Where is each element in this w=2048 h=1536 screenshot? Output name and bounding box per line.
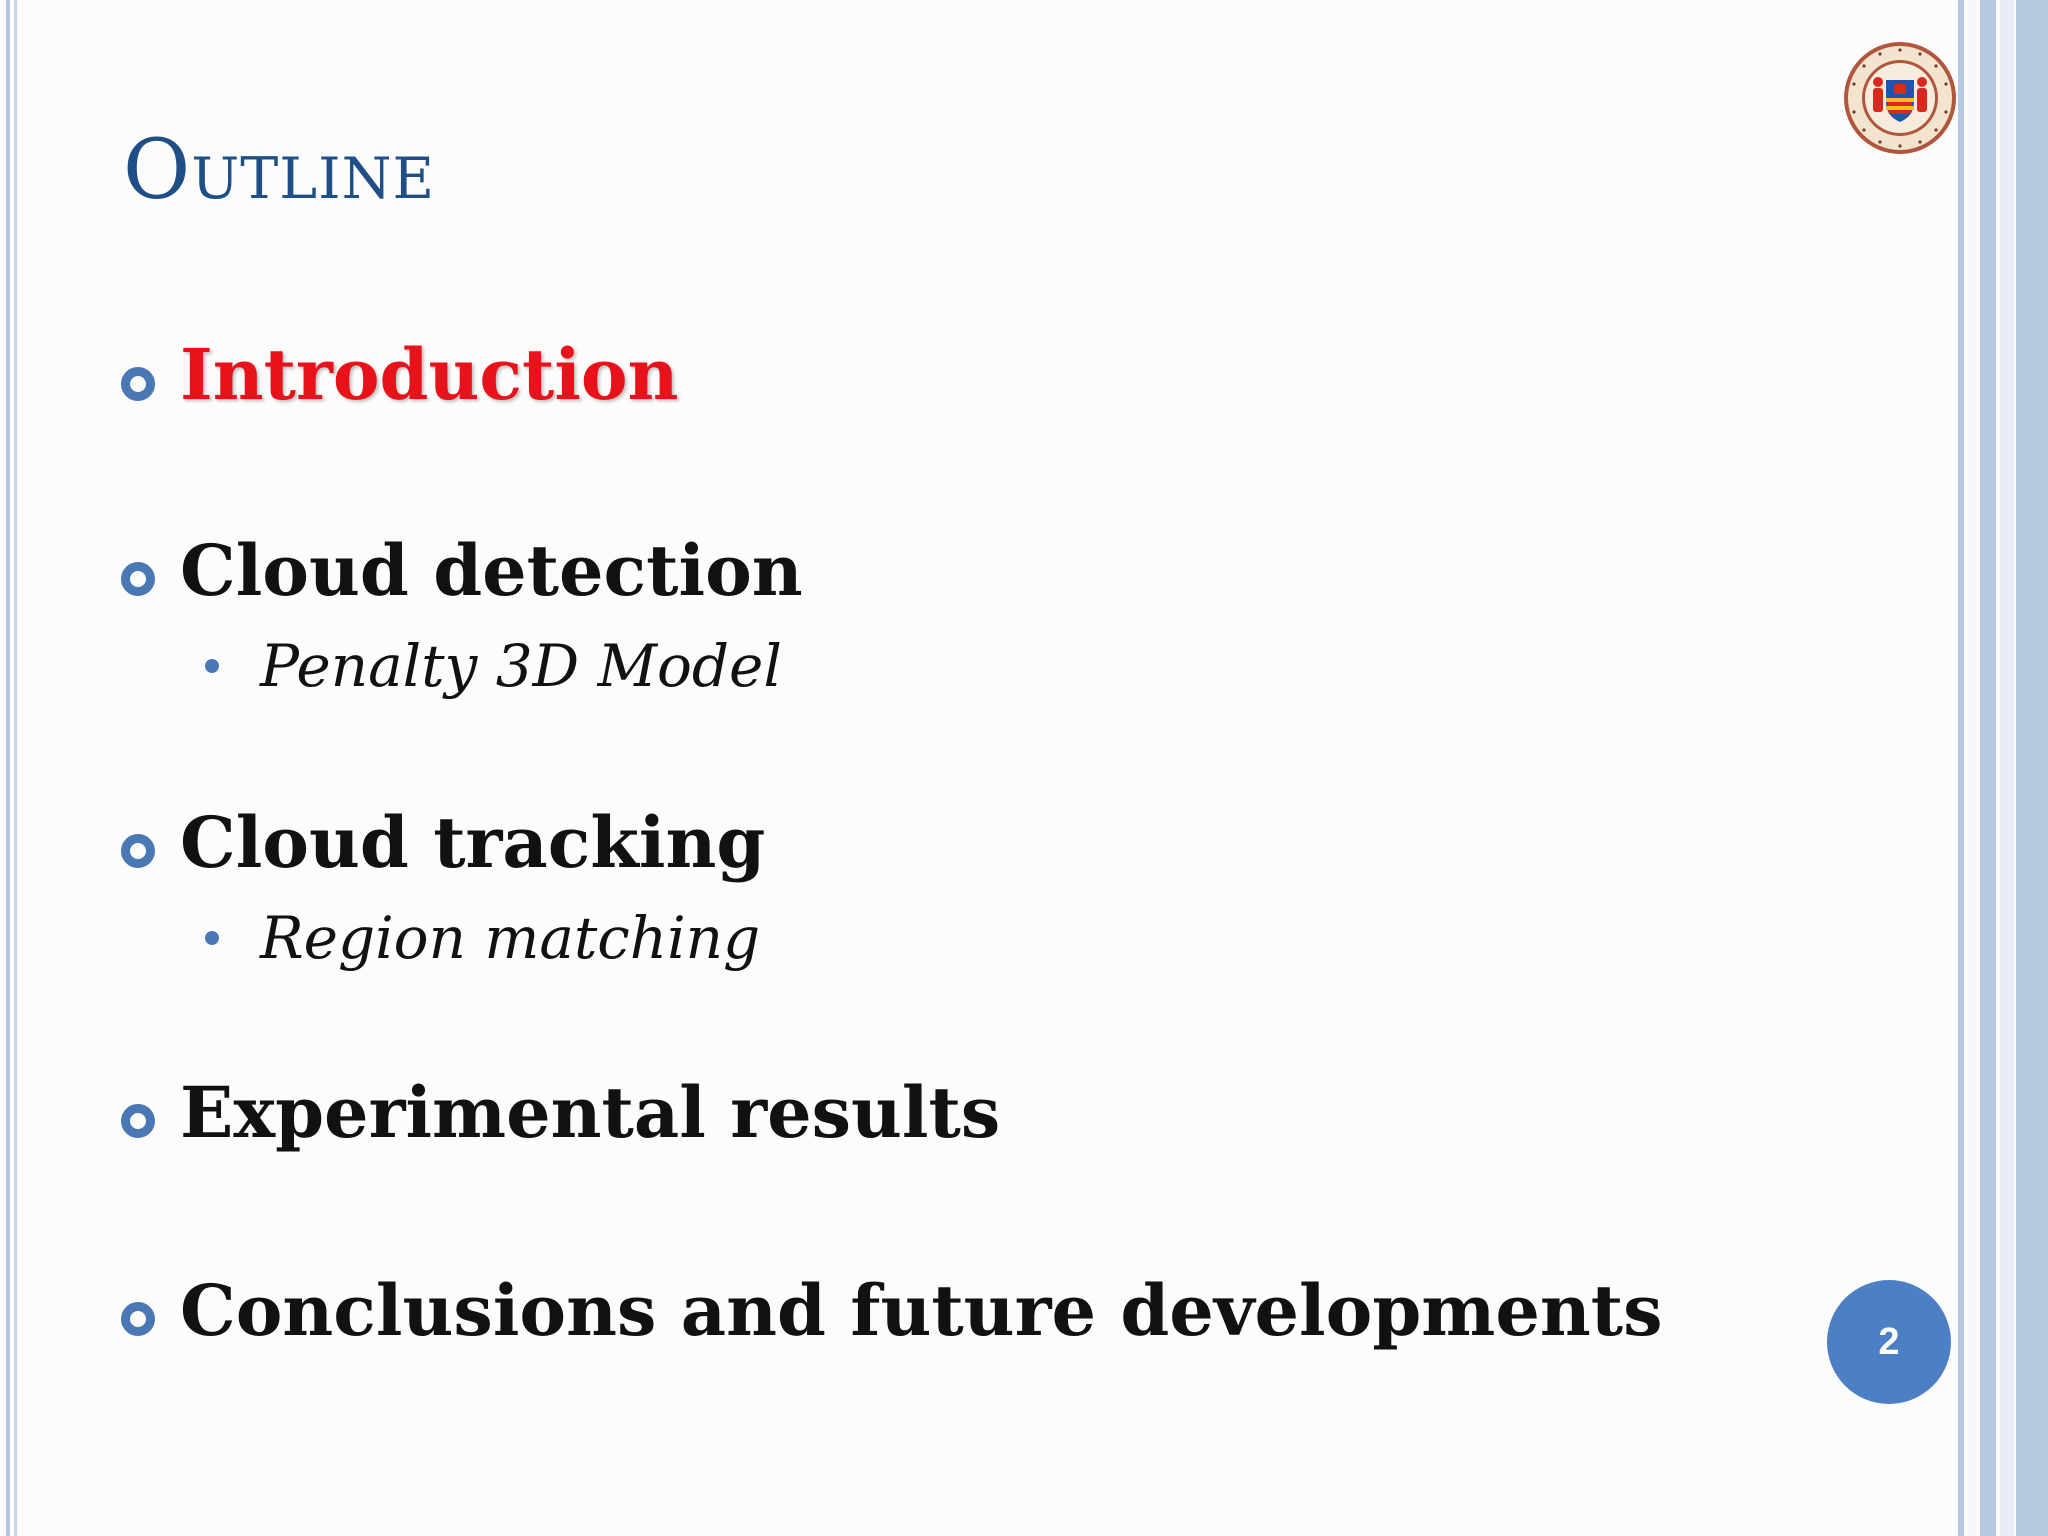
bullet-dot-icon [205, 659, 219, 673]
outline-subitem-region-matching: Region matching [260, 904, 761, 972]
bullet-ring-icon [121, 1302, 155, 1336]
right-border-stripe-4 [2000, 0, 2014, 1536]
bullet-ring-icon [121, 562, 155, 596]
university-seal-logo [1842, 40, 1958, 156]
left-border-line-inner [14, 0, 17, 1536]
outline-subitem-penalty-3d-model: Penalty 3D Model [260, 632, 782, 700]
right-border-stripe-1 [1958, 0, 1964, 1536]
left-border-line-outer [6, 0, 10, 1536]
outline-item-cloud-tracking: Cloud tracking [180, 801, 766, 884]
outline-item-experimental-results: Experimental results [180, 1071, 1001, 1154]
bullet-ring-icon [121, 367, 155, 401]
bullet-ring-icon [121, 834, 155, 868]
bullet-dot-icon [205, 931, 219, 945]
right-border-stripe-2 [1968, 0, 1976, 1536]
page-number-badge: 2 [1827, 1280, 1951, 1404]
outline-item-cloud-detection: Cloud detection [180, 529, 803, 612]
right-border-stripe-5 [2016, 0, 2048, 1536]
bullet-ring-icon [121, 1104, 155, 1138]
slide-title: Outline [123, 123, 436, 218]
right-border-stripe-3 [1980, 0, 1996, 1536]
outline-item-introduction: Introduction [180, 333, 679, 416]
outline-item-conclusions: Conclusions and future developments [180, 1269, 1663, 1352]
